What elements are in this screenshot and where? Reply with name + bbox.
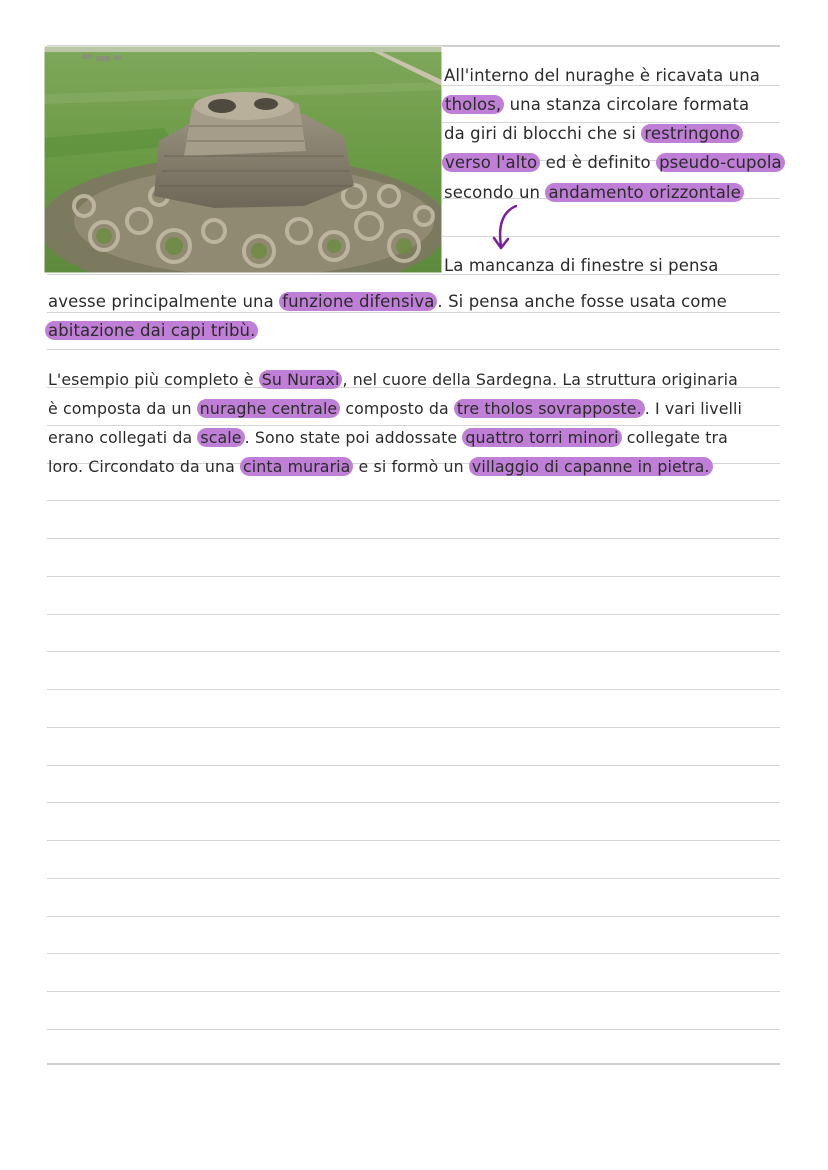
text-segment: , nel cuore della Sardegna. La struttura originaria (342, 370, 738, 389)
text-line (48, 427, 728, 449)
ruled-line (47, 765, 780, 766)
text-line (444, 65, 760, 87)
text-segment: secondo un (444, 183, 546, 202)
highlighted-term: scale (197, 428, 244, 447)
highlighted-term: verso l'alto (442, 153, 540, 172)
text-segment: collegate tra (621, 428, 728, 447)
text-line (444, 255, 718, 277)
highlighted-term: pseudo-cupola (656, 153, 785, 172)
text-segment: erano collegati da (48, 428, 198, 447)
highlighted-term: andamento orizzontale (545, 183, 743, 202)
text-segment: All'interno del nuraghe è ricavata una (444, 66, 761, 85)
ruled-line (47, 916, 780, 917)
ruled-line (47, 1029, 780, 1030)
highlighted-term: restringono (641, 124, 743, 143)
ruled-line (47, 802, 780, 803)
text-segment: composto da (340, 399, 454, 418)
text-segment: L'esempio più completo è (48, 370, 259, 389)
ruled-line (47, 953, 780, 954)
highlighted-term: villaggio di capanne in pietra. (469, 457, 713, 476)
text-segment: da giri di blocchi che si (444, 124, 642, 143)
text-segment: una stanza circolare formata (504, 95, 750, 114)
page-bottom-rule (47, 1063, 780, 1065)
text-line (444, 123, 743, 145)
ruled-line (47, 840, 780, 841)
ruled-line (47, 689, 780, 690)
ruled-line (47, 500, 780, 501)
text-line (48, 291, 727, 313)
text-line (48, 369, 738, 391)
text-line (48, 456, 713, 478)
text-segment: La mancanza di finestre si pensa (444, 256, 719, 275)
ruled-line (47, 991, 780, 992)
text-segment: loro. Circondato da una (48, 457, 241, 476)
text-line (45, 320, 258, 342)
highlighted-term: cinta muraria (240, 457, 353, 476)
ruled-line (47, 576, 780, 577)
ruled-line (47, 425, 780, 426)
text-segment: . Si pensa anche fosse usata come (437, 292, 727, 311)
ruled-line (47, 349, 780, 350)
ruled-line (47, 614, 780, 615)
text-line (48, 398, 742, 420)
highlighted-term: abitazione dai capi tribù. (45, 321, 258, 340)
text-segment: . I vari livelli (644, 399, 742, 418)
highlighted-term: nuraghe centrale (197, 399, 340, 418)
highlighted-term: Su Nuraxi (259, 370, 343, 389)
nuraghe-photo (44, 46, 442, 273)
highlighted-term: tre tholos sovrapposte. (454, 399, 645, 418)
highlighted-term: tholos, (442, 95, 504, 114)
highlighted-term: quattro torri minori (462, 428, 621, 447)
ruled-line (47, 538, 780, 539)
text-segment: ed è definito (540, 153, 657, 172)
text-line (442, 152, 785, 174)
curved-down-arrow-icon (488, 200, 528, 255)
highlighted-term: funzione difensiva (279, 292, 437, 311)
ruled-line (47, 727, 780, 728)
text-segment: avesse principalmente una (48, 292, 280, 311)
ruled-line (47, 878, 780, 879)
text-line (442, 94, 749, 116)
text-segment: è composta da un (48, 399, 197, 418)
ruled-line (47, 651, 780, 652)
text-segment: . Sono state poi addossate (244, 428, 463, 447)
text-segment: e si formò un (353, 457, 469, 476)
